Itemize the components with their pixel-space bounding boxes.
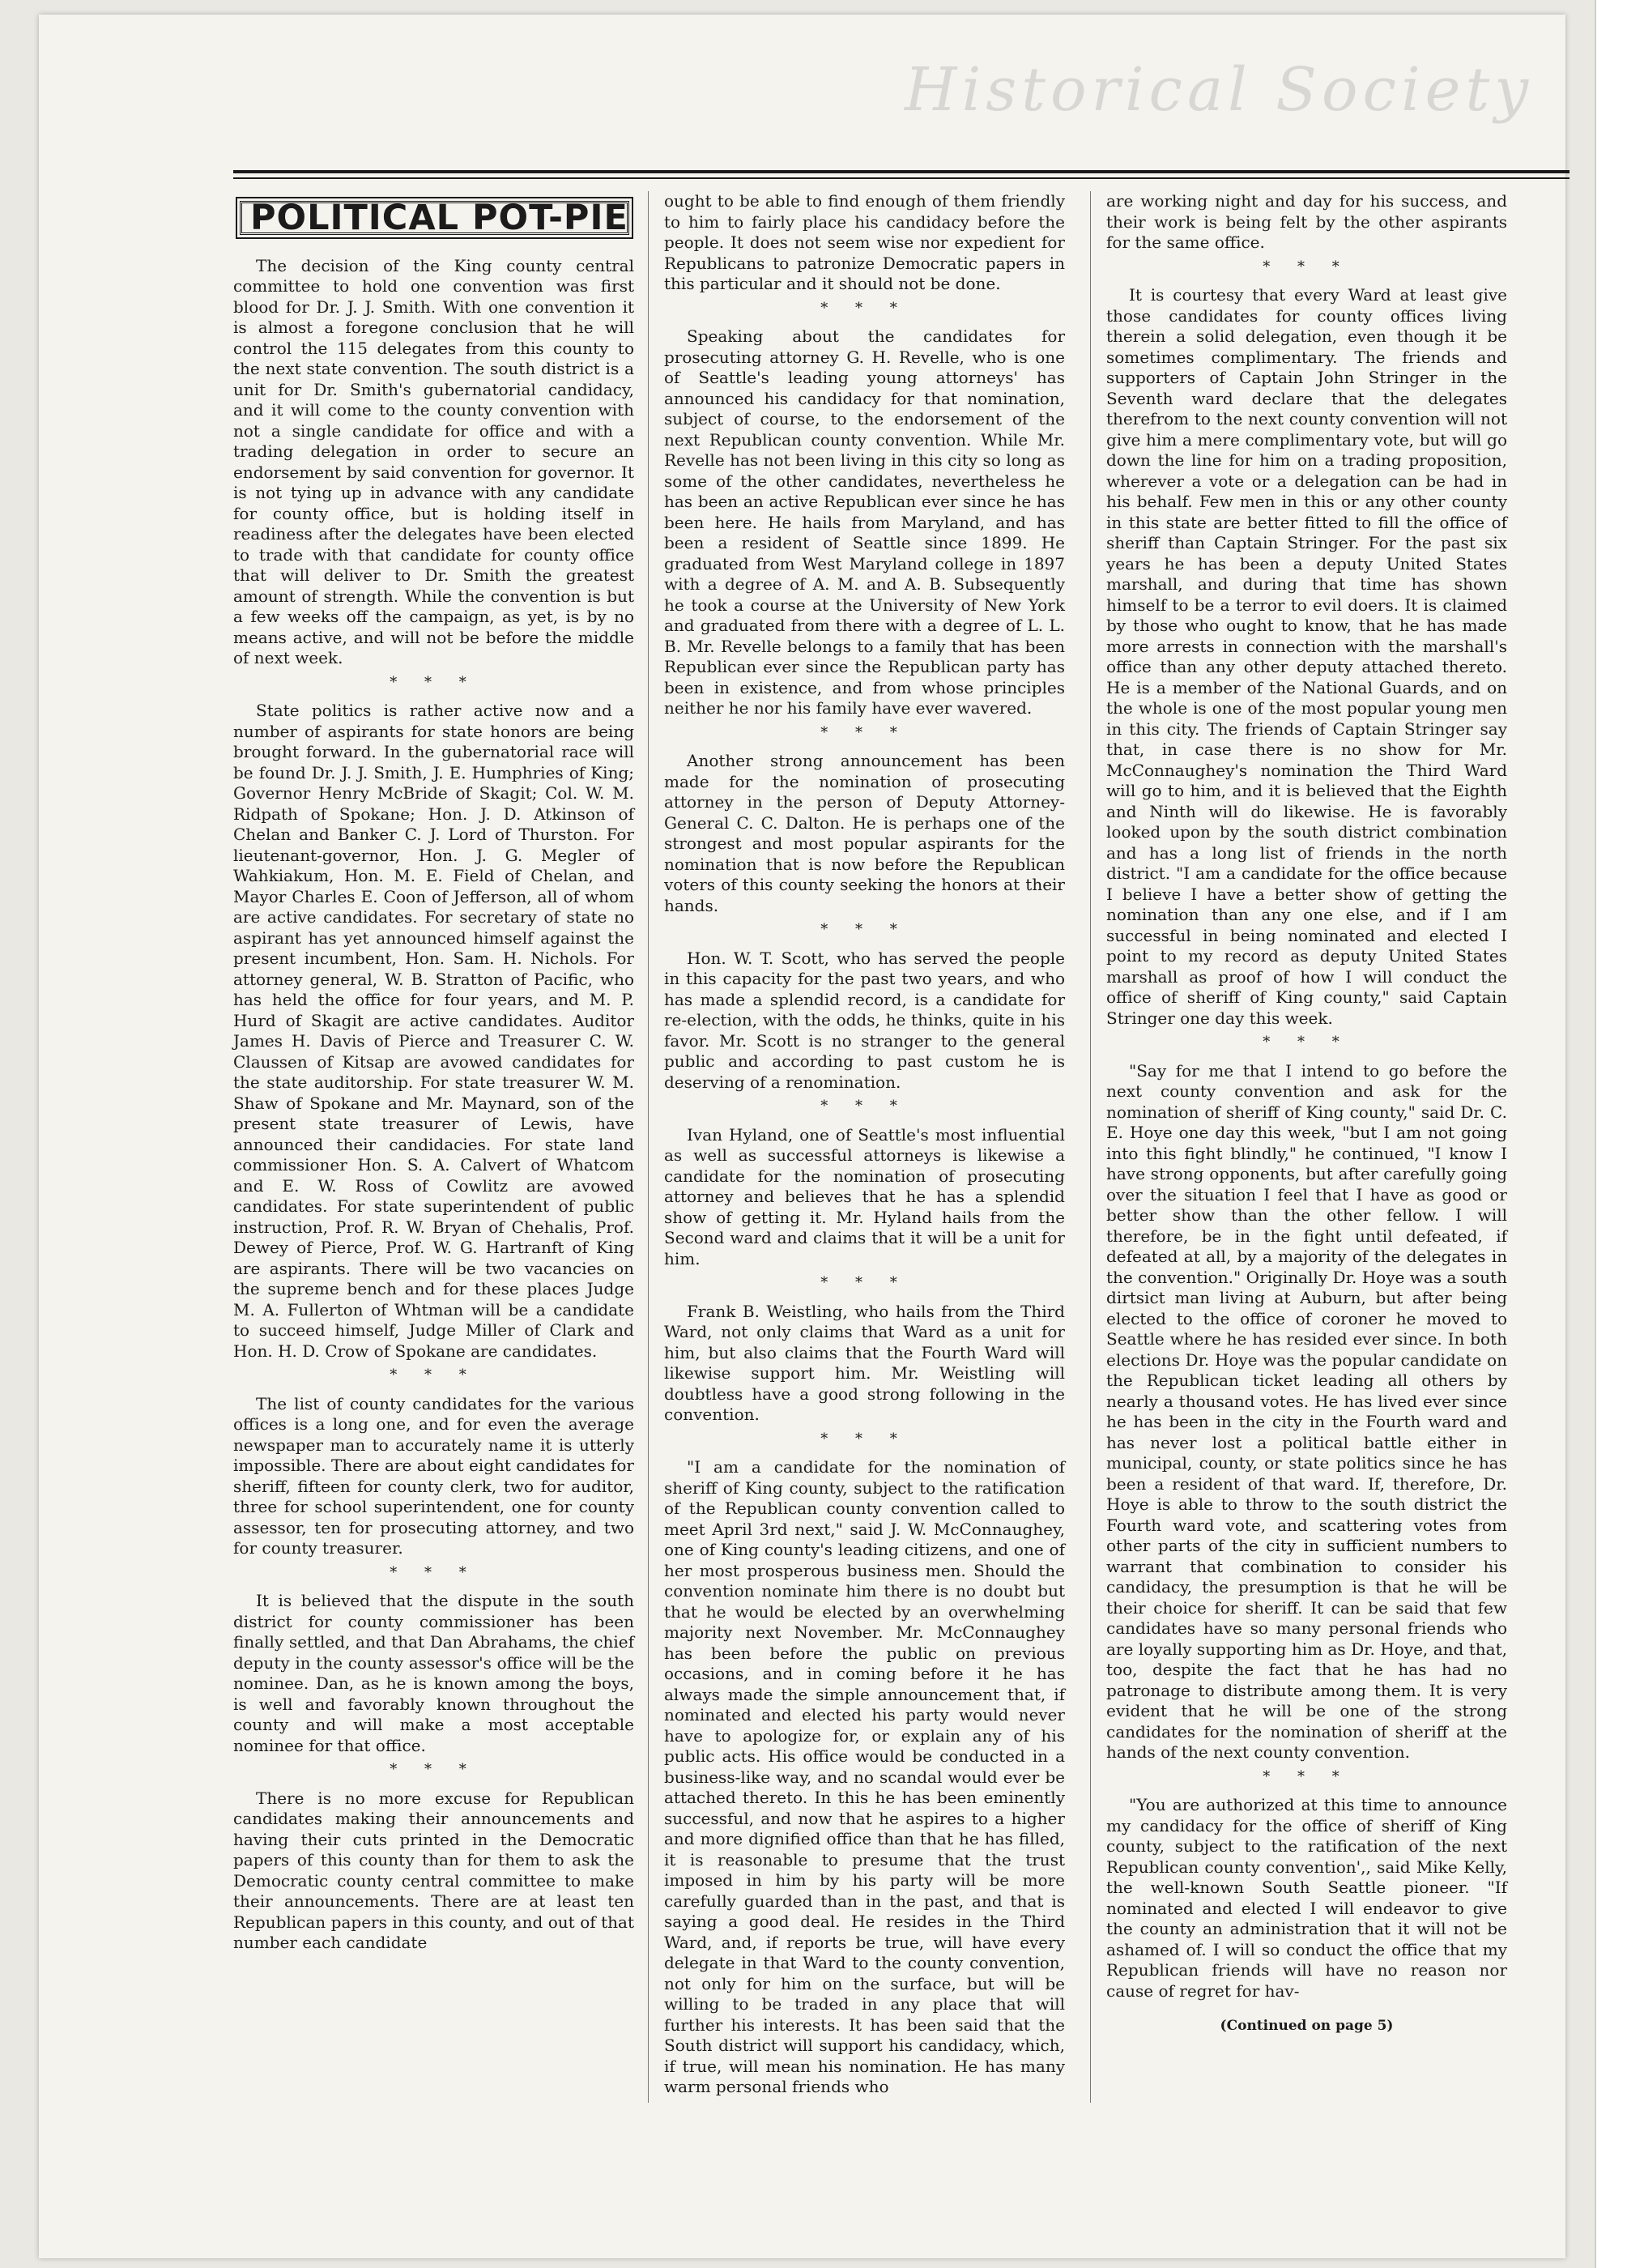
top-rule-thin (233, 177, 1570, 179)
top-rule (233, 170, 1570, 173)
article-paragraph: The decision of the King county central committee to hold one convention was first blood for Dr. J. J. Smith. With one convention it is almost a foregone conclusion that he will control the 115 delegates from this county to the next state convention. The south district is a unit for Dr. Smith's gubernatorial candidacy, and it will come to the county convention with not a single candidate for office and with a trading delegation in order to secure an endorsement by said convention for governor. It is not tying up in advance with any candidate for county office, but is holding itself in readiness after the delegates have been elected to trade with that candidate for county office that will deliver to Dr. Smith the greatest amount of strength. While the convention is but a few weeks off the campaign, as yet, is by no means active, and will not be before the middle of next week. (233, 255, 634, 667)
article-paragraph: "Say for me that I intend to go before the next county convention and ask for the nomination of sheriff of King county," said Dr. C. E. Hoye one day this week, "but I am not going into this fight blindly," he continued, "I know I have strong opponents, but after carefully going over the situation I feel that I have as good or better show than the other fellow. I will therefore, be in the fight until defeated, if defeated at all, by a majority of the delegates in the convention." Originally Dr. Hoye was a south dirtsict man living at Auburn, but after being elected to the office of coroner he moved to Seattle where he has resided ever since. In both elections Dr. Hoye was the popular candidate on the Republican ticket leading all others by nearly a thousand votes. He has lived ever since he has been in the city in the Fourth ward and has never lost a political battle either in municipal, county, or state politics since he has been a resident of that ward. If, therefore, Dr. Hoye is able to throw to the south district the Fourth ward vote, and scattering votes from other parts of the city in sufficient numbers to warrant that combination to consider his candidacy, the presumption is that he will be their choice for sheriff. It can be said that few candidates have so many personal friends who are loyally supporting him as Dr. Hoye, and that, too, despite the fact that he has had no patronage to distribute among them. It is very evident that he will be one of the strong candidates for the nomination of sheriff at the hands of the next county convention. (1106, 1060, 1507, 1762)
newspaper-page (39, 15, 1565, 2258)
section-separator: * * * (820, 723, 909, 741)
section-separator: * * * (820, 1098, 909, 1115)
section-separator: * * * (390, 1366, 478, 1383)
article-paragraph: State politics is rather active now and a number of aspirants for state honors are being brought forward. In the gubernatorial race will be found Dr. J. J. Smith, J. E. Humphries of King; Governor Henry McBride of Skagit; Col. W. M. Ridpath of Spokane; Hon. J. D. Atkinson of Chelan and Banker C. J. Lord of Thurston. For lieutenant-governor, Hon. J. G. Megler of Wahkiakum, Hon. M. E. Field of Chelan, and Mayor Charles E. Coon of Jefferson, all of whom are active candidates. For secretary of state no aspirant has yet announced himself against the present incumbent, Hon. Sam. H. Nichols. For attorney general, W. B. Stratton of Pacific, who has held the office for four years, and M. P. Hurd of Skagit are active candidates. Auditor James H. Davis of Pierce and Treasurer C. W. Claussen of Kitsap are avowed candidates for the state auditorship. For state treasurer W. M. Shaw of Spokane and Mr. Maynard, son of the present state treasurer of Lewis, have announced their candidacies. For state land commissioner Hon. S. A. Calvert of Whatcom and E. W. Ross of Cowlitz are avowed candidates. For state superintendent of public instruction, Prof. R. W. Bryan of Chehalis, Prof. Dewey of Pierce, Prof. W. G. Hartranft of King are aspirants. There will be two vacancies on the supreme bench and for these places Judge M. A. Fullerton of Whtman will be a candidate to succeed himself, Judge Miller of Clark and Hon. H. D. Crow of Spokane are candidates. (233, 701, 634, 1361)
article-paragraph: Another strong announcement has been made for the nomination of prosecuting attorney in the person of Deputy Attorney-General C. C. Dalton. He is perhaps one of the strongest and most popular aspirants for the nomination that is now before the Republican voters of this county seeking the honors at their hands. (664, 751, 1065, 915)
column-divider (1090, 191, 1091, 2103)
continued-note: (Continued on page 5) (1220, 2018, 1394, 2034)
section-separator: * * * (1263, 1767, 1351, 1785)
article-paragraph: There is no more excuse for Republican candidates making their announcements and having their cuts printed in the Democratic papers of this county than for them to ask the Democratic county central committee to make their announcements. There are at least ten Republican papers in this county, and out of that number each candidate (233, 1788, 634, 1952)
pencil-annotation: Historical Society (905, 55, 1533, 125)
article-paragraph: Speaking about the candidates for prosecuting attorney G. H. Revelle, who is one of Seattle's leading young attorneys' has announced his candidacy for that nomination, subject of course, to the endorsement of the next Republican county convention. While Mr. Revelle has not been living in this city so long as some of the other candidates, nevertheless he has been an active Republican ever since he has been here. He hails from Maryland, and has been a resident of Seattle since 1899. He graduated from West Maryland college in 1897 with a degree of A. M. and A. B. Subsequently he took a course at the University of New York and graduated from there with a degree of L. L. B. Mr. Revelle belongs to a family that has been Republican ever since the Republican party has been in existence, and from whose principles neither he nor his family have ever wavered. (664, 326, 1065, 718)
article-paragraph: Hon. W. T. Scott, who has served the people in this capacity for the past two years, and who has made a splendid record, is a candidate for re-election, with the odds, he thinks, quite in his favor. Mr. Scott is no stranger to the general public and according to past custom he is deserving of a renomination. (664, 948, 1065, 1092)
section-separator: * * * (1263, 258, 1351, 275)
column-divider (648, 191, 649, 2103)
article-paragraph: The list of county candidates for the various offices is a long one, and for even the average newspaper man to accurately name it is utterly impossible. There are about eight candidates for sheriff, fifteen for county clerk, two for auditor, three for school superintendent, one for county assessor, ten for prosecuting attorney, and two for county treasurer. (233, 1393, 634, 1558)
section-separator: * * * (390, 1761, 478, 1778)
article-paragraph: ought to be able to find enough of them friendly to him to fairly place his candidacy before the people. It does not seem wise nor expedient for Republicans to patronize Democratic papers in this particular and it should not be done. (664, 191, 1065, 293)
section-separator: * * * (820, 1430, 909, 1447)
article-paragraph: "You are authorized at this time to announce my candidacy for the office of sheriff of King county, subject to the ratification of the next Republican county convention',, said Mike Kelly, the well-known South Seattle pioneer. "If nominated and elected I will endeavor to give the county an administration that it will not be ashamed of. I will so conduct the office that my Republican friends will have no reason nor cause of regret for hav- (1106, 1795, 1507, 2001)
section-separator: * * * (390, 673, 478, 691)
adjacent-page-edge (1595, 0, 1627, 2268)
column-2 (664, 191, 1065, 2101)
section-separator: * * * (820, 299, 909, 317)
article-paragraph: Frank B. Weistling, who hails from the Third Ward, not only claims that Ward as a unit for him, but also claims that the Fourth Ward will likewise support him. Mr. Weistling will doubtless have a good strong following in the convention. (664, 1301, 1065, 1424)
article-paragraph: "I am a candidate for the nomination of sheriff of King county, subject to the ratification of the Republican county convention called to meet April 3rd next," said J. W. McConnaughey, one of King county's leading citizens, and one of her most prosperous business men. Should the convention nominate him there is no doubt but that he would be elected by an overwhelming majority next November. Mr. McConnaughey has been before the public on previous occasions, and in coming before it he has always made the simple announcement that, if nominated and elected his party would never have to apologize for, or explain any of his public acts. His office would be conducted in a business-like way, and no scandal would ever be attached thereto. In this he has been eminently successful, and now that he aspires to a higher and more dignified office than that he has filled, it is reasonable to presume that the trust imposed in him by his party will be more carefully guarded than in the past, and that is saying a good deal. He resides in the Third Ward, and, if reports be true, will have every delegate in that Ward to the county convention, not only for him on the surface, but will be willing to be traded in any place that will further his interests. It has been said that the South district will support his candidacy, which, if true, will mean his nomination. He has many warm personal friends who (664, 1457, 1065, 2096)
section-separator: * * * (820, 921, 909, 938)
section-separator: * * * (820, 1274, 909, 1291)
column-1 (233, 193, 634, 1957)
headline: POLITICAL POT-PIE (240, 201, 629, 235)
article-paragraph: Ivan Hyland, one of Seattle's most influential as well as successful attorneys is likewise a candidate for the nomination of prosecuting attorney and believes that he has a splendid show of getting it. Mr. Hyland hails from the Second ward and claims that it will be a unit for him. (664, 1124, 1065, 1268)
article-paragraph: It is courtesy that every Ward at least give those candidates for county offices living therein a solid delegation, even though it be sometimes complimentary. The friends and supporters of Captain John Stringer in the Seventh ward declare that the delegates therefrom to the next county convention will not give him a mere complimentary vote, but will go down the line for him on a trading proposition, wherever a vote or a delegation can be had in his behalf. Few men in this or any other county in this state are better fitted to fill the office of sheriff than Captain Stringer. For the past six years he has been a deputy United States marshall, and during that time has shown himself to be a terror to evil doers. It is claimed by those who ought to know, that he has made more arrests in connection with the marshall's office than any other deputy attached thereto. He is a member of the National Guards, and on the whole is one of the most popular young men in this city. The friends of Captain Stringer say that, in case there is no show for Mr. McConnaughey's nomination the Third Ward will go to him, and it is believed that the Eighth and Ninth will do likewise. He is favorably looked upon by the south district combination and has a long list of friends in the north district. "I am a candidate for the office because I believe I have a better show of getting the nomination than any one else, and if I am successful in being nominated and elected I point to my record as deputy United States marshall as proof of how I will conduct the office of sheriff of King county," said Captain Stringer one day this week. (1106, 285, 1507, 1028)
column-3 (1106, 191, 1507, 2037)
section-separator: * * * (1263, 1034, 1351, 1051)
section-separator: * * * (390, 1563, 478, 1581)
article-paragraph: are working night and day for his success, and their work is being felt by the other aspirants for the same office. (1106, 191, 1507, 252)
article-paragraph: It is believed that the dispute in the south district for county commissioner has been finally settled, and that Dan Abrahams, the chief deputy in the county assessor's office will be the nominee. Dan, as he is known among the boys, is well and favorably known throughout the county and will make a most acceptable nominee for that office. (233, 1591, 634, 1755)
